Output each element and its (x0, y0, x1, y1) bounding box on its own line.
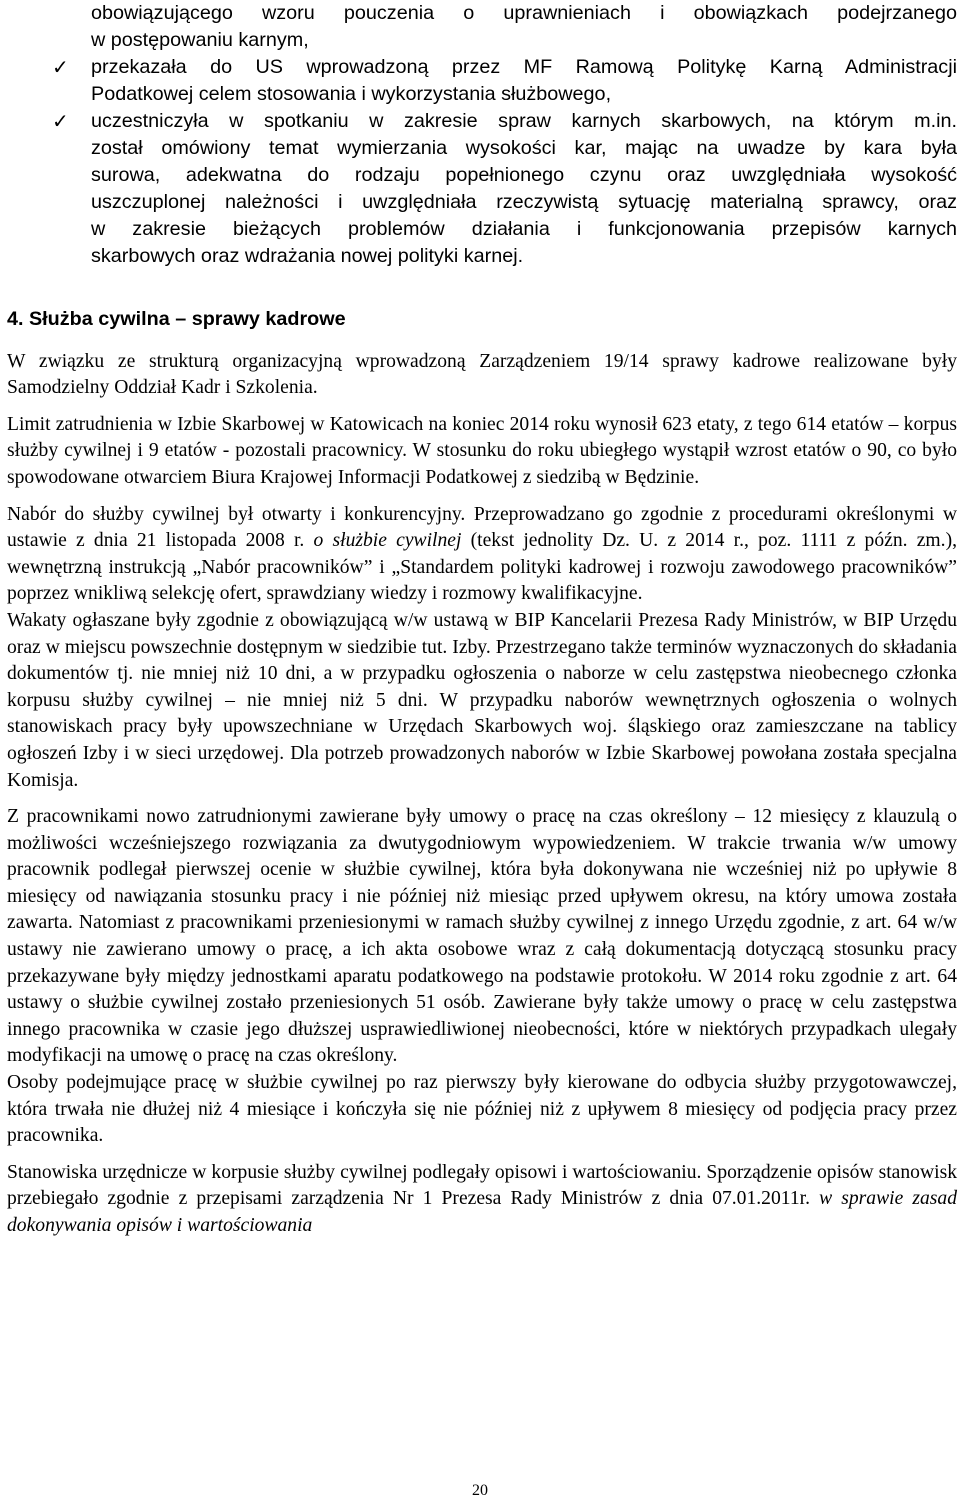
section-body (7, 306, 957, 1240)
paragraph: W związku ze strukturą organizacyjną wprowadzoną Zarządzeniem 19/14 sprawy kadrowe realizowane były Samodzielny Oddział Kadr i Szkolenia. (7, 350, 957, 399)
paragraph-text: (tekst jednolity Dz. U. z 2014 r., poz. 1111 z późn. zm.), wewnętrzną instrukcją „Nabór pracowników” i „Standardem polityki kadrowej i rozwoju zawodowego pracowników” poprzez wnikliwą selekcję ofert, sprawdziany wiedzy i rozmowy kwalifikacyjne. (7, 530, 957, 605)
paragraph: Osoby podejmujące pracę w służbie cywilnej po raz pierwszy były kierowane do odbycia służby przygotowawczej, która trwała nie dłużej niż 4 miesiące i kończyła się nie później niż z upływem 8 miesięcy od podjęcia pracy przez pracownika. (7, 1072, 957, 1147)
bullet-item-text: uszczuplonej należności i uwzględniała rzeczywistą sytuację materialną sprawcy, oraz (91, 191, 957, 213)
bullet-continuation-line: obowiązującego wzoru pouczenia o uprawnieniach i obowiązkach podejrzanego (91, 2, 957, 24)
page-number: 20 (472, 1482, 488, 1499)
paragraph: Z pracownikami nowo zatrudnionymi zawierane były umowy o pracę na czas określony – 12 miesięcy z klauzulą o możliwości wcześniejszego rozwiązania za dwutygodniowym wypowiedzeniem. W trakcie trwania w/w umowy pracownik podlegał pierwszej ocenie w służbie cywilnej, która była dokonywana nie wcześniej niż po upływie 8 miesięcy od nawiązania stosunku pracy i nie później niż miesiąc przed upływem okresu, na który umowa została zawarta. Natomiast z pracownikami przeniesionymi w ramach służby cywilnej z innego Urzędu zgodnie, z art. 64 w/w ustawy nie zawierano umowy o pracę, a ich akta osobowe wraz z całą dokumentacją dotyczącą stosunku pracy przekazywane były między jednostkami aparatu podatkowego na podstawie protokołu. W 2014 roku zgodnie z art. 64 ustawy o służbie cywilnej zostało przeniesionych 51 osób. Zawierane były także umowy o pracę w celu zastępstwa innego pracownika w czasie jego dłuższej usprawiedliwionej nieobecności, które w niektórych przypadkach ulegały modyfikacji na umowę o pracę na czas określony. (7, 806, 957, 1067)
bullet-continuation-line: w postępowaniu karnym, (91, 29, 309, 51)
paragraph: Limit zatrudnienia w Izbie Skarbowej w Katowicach na koniec 2014 roku wynosił 623 etaty, z tego 614 etatów – korpus służby cywilnej i 9 etatów - pozostali pracownicy. W stosunku do roku ubiegłego wystąpił wzrost etatów o 90, co było spowodowane otwarciem Biura Krajowej Informacji Podatkowej z siedzibą w Będzinie. (7, 413, 957, 488)
checkmark-icon: ✓ (52, 109, 69, 133)
section-heading: 4. Służba cywilna – sprawy kadrowe (7, 308, 346, 330)
act-title: o służbie cywilnej (313, 530, 462, 552)
paragraph-text: Stanowiska urzędnicze w korpusie służby cywilnej podlegały opisowi i wartościowaniu. Sporządzenie opisów stanowisk przebiegało zgodnie z przepisami zarządzenia Nr 1 Prezesa Rady Ministrów z dnia 07.01.2011r. (7, 1161, 957, 1210)
bullet-item-text: w zakresie bieżących problemów działania i funkcjonowania przepisów karnych (91, 218, 957, 240)
paragraph: Wakaty ogłaszane były zgodnie z obowiązującą w/w ustawą w BIP Kancelarii Prezesa Rady Ministrów, w BIP Urzędu oraz w miejscu powszechnie dostępnym w siedzibie tut. Izby. Przestrzegano także terminów wyznaczonych do składania dokumentów tj. nie mniej niż 10 dni, a w przypadku ogłoszenia o naborze w celu zastępstwa nieobecnego członka korpusu służby cywilnej – nie mniej niż 5 dni. W przypadku naborów wewnętrznych ogłoszenia o wolnych stanowiskach pracy były upowszechniane w Urzędach Skarbowych woj. śląskiego oraz zamieszczane na tablicy ogłoszeń Izby i w sieci urzędowej. Dla potrzeb prowadzonych naborów w Izbie Skarbowej powołana została specjalna Komisja. (7, 609, 957, 791)
bullet-item-text: skarbowych oraz wdrażania nowej polityki karnej. (91, 245, 524, 267)
paragraph-text: Nabór do służby cywilnej był otwarty i konkurencyjny. Przeprowadzano go zgodnie z procedurami określonymi w ustawie z dnia 21 listopada 2008 r. (7, 503, 957, 552)
paragraph (7, 502, 957, 608)
bullet-item-text: został omówiony temat wymierzania wysokości kar, mając na uwadze by kara była (91, 137, 957, 159)
bullet-item-text: Podatkowej celem stosowania i wykorzystania służbowego, (91, 83, 612, 105)
regulation-title: w sprawie zasad dokonywania opisów i wartościowania (7, 1188, 957, 1236)
bullet-item-text: surowa, adekwatna do rodzaju popełnionego czynu oraz uwzględniała wysokość (91, 164, 957, 186)
bullet-item-text: przekazała do US wprowadzoną przez MF Ramową Politykę Karną Administracji (91, 56, 957, 78)
paragraph (7, 1160, 957, 1240)
checkmark-icon: ✓ (52, 55, 69, 79)
bullet-item-text: uczestniczyła w spotkaniu w zakresie spraw karnych skarbowych, na którym m.in. (91, 110, 957, 132)
